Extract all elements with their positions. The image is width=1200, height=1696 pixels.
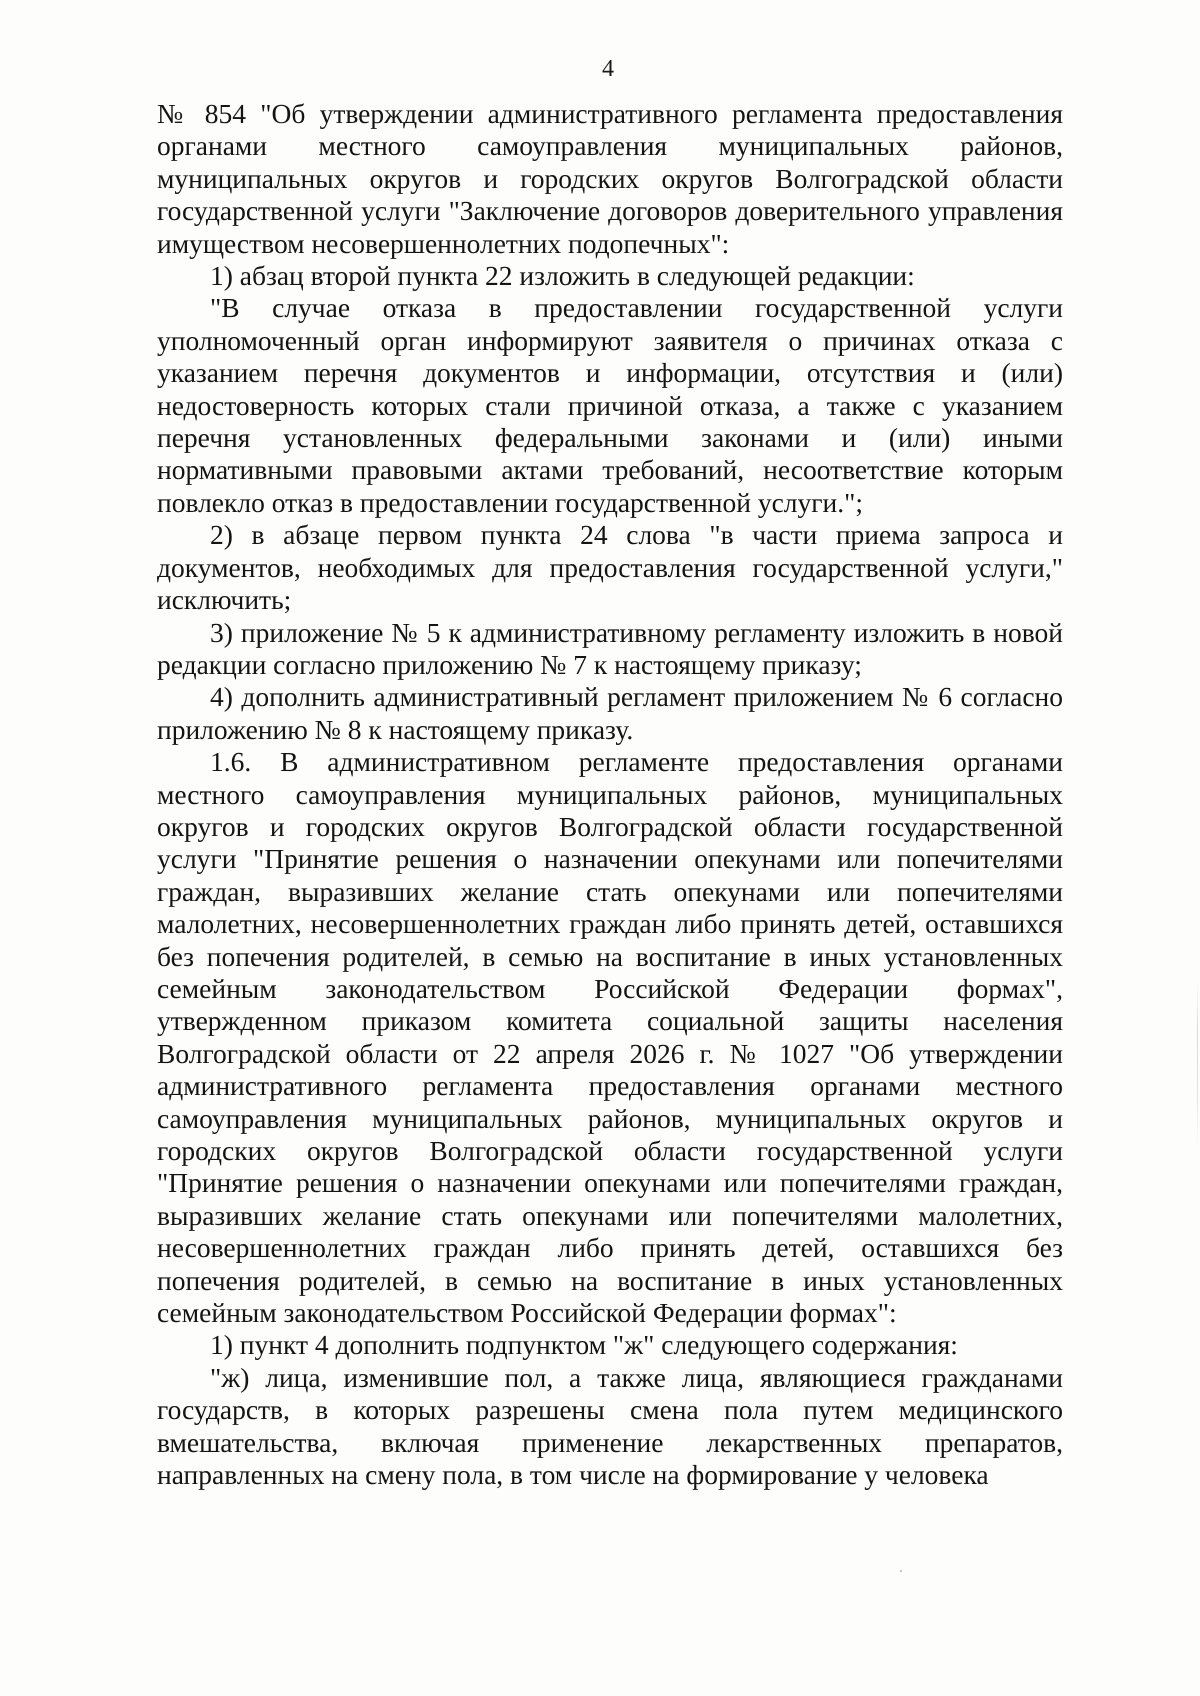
paragraph-item-4: 4) дополнить административный регламент приложением № 6 согласно приложению № 8 к настоящему приказу. (157, 681, 1063, 745)
scan-edge-mark (1197, 980, 1198, 1150)
paragraph-item-2: 2) в абзаце первом пункта 24 слова "в части приема запроса и документов, необходимых для предоставления государственной услуги," исключить; (157, 519, 1063, 616)
page-number: 4 (602, 56, 614, 82)
paragraph-subitem-zh: "ж) лица, изменившие пол, а также лица, являющиеся гражданами государств, в которых разрешены смена пола путем медицинского вмешательства, включая применение лекарственных препаратов, направленных на смену пола, в том числе на формирование у человека (157, 1361, 1063, 1491)
paragraph-quoted-text: "В случае отказа в предоставлении государственной услуги уполномоченный орган информируют заявителя о причинах отказа с указанием перечня документов и информации, отсутствия и (или) недостоверность которых стали причиной отказа, а также с указанием перечня установленных федеральными законами и (или) иными нормативными правовыми актами требований, несоответствие которым повлекло отказ в предоставлении государственной услуги."; (157, 292, 1063, 518)
scan-dot-mark (900, 1570, 902, 1572)
paragraph-continuation: № 854 "Об утверждении административного регламента предоставления органами местного самоуправления муниципальных районов, муниципальных округов и городских округов Волгоградской области государственной услуги "Заключение договоров доверительного управления имуществом несовершеннолетних подопечных": (157, 98, 1063, 259)
paragraph-item-1: 1) абзац второй пункта 22 изложить в следующей редакции: (210, 260, 915, 292)
paragraph-item-1-point-4: 1) пункт 4 дополнить подпунктом "ж" следующего содержания: (210, 1329, 958, 1361)
paragraph-item-3: 3) приложение № 5 к административному регламенту изложить в новой редакции согласно приложению № 7 к настоящему приказу; (157, 616, 1063, 680)
document-body (157, 98, 1063, 1491)
paragraph-section-1-6: 1.6. В административном регламенте предоставления органами местного самоуправления муниципальных районов, муниципальных округов и городских округов Волгоградской области государственной услуги "Принятие решения о назначении опекунами или попечителями граждан, выразивших желание стать опекунами или попечителями малолетних, несовершеннолетних граждан либо принять детей, оставшихся без попечения родителей, в семью на воспитание в иных установленных семейным законодательством Российской Федерации формах", утвержденном приказом комитета социальной защиты населения Волгоградской области от 22 апреля 2026 г. № 1027 "Об утверждении административного регламента предоставления органами местного самоуправления муниципальных районов, муниципальных округов и городских округов Волгоградской области государственной услуги "Принятие решения о назначении опекунами или попечителями граждан, выразивших желание стать опекунами или попечителями малолетних, несовершеннолетних граждан либо принять детей, оставшихся без попечения родителей, в семью на воспитание в иных установленных семейным законодательством Российской Федерации формах": (157, 746, 1063, 1329)
